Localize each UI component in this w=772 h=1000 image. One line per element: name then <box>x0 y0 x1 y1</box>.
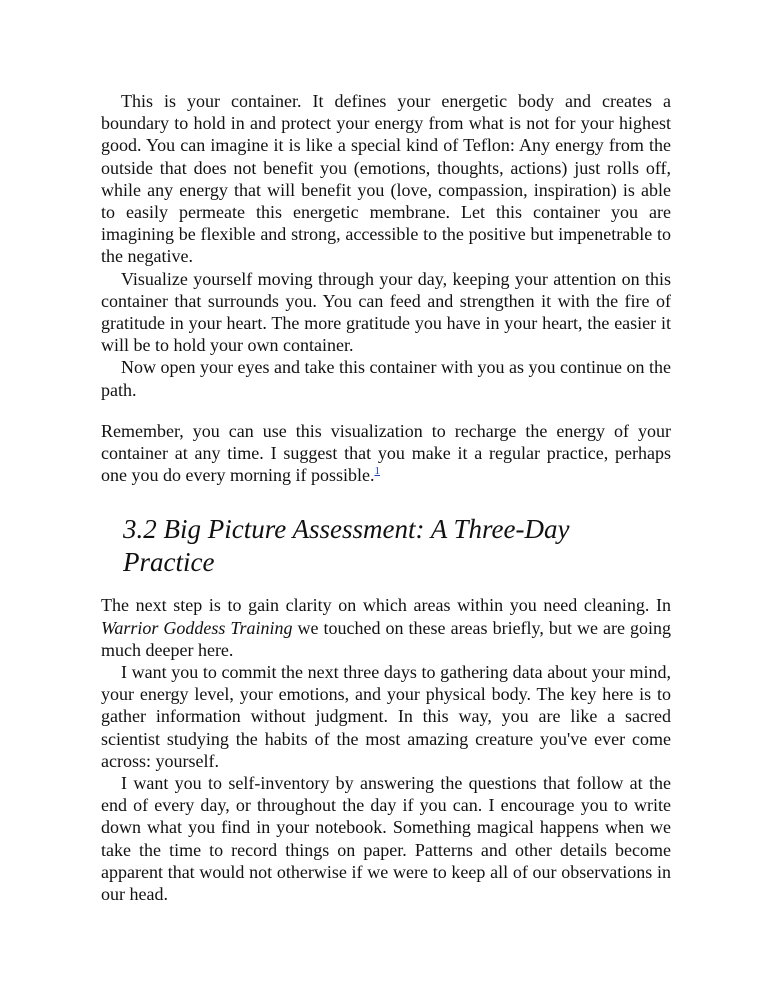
book-title: Warrior Goddess Training <box>101 617 293 638</box>
section-heading: 3.2 Big Picture Assessment: A Three-Day Practice <box>123 514 570 578</box>
paragraph-open-eyes: Now open your eyes and take this container with you as you continue on the path. <box>101 357 671 400</box>
paragraph-container-description: This is your container. It defines your energetic body and creates a boundary to hold in and protect your energy from what is not for your highest good. You can imagine it is like a special kind of Teflon: Any energy from the outside that does not benefit you (emotions, thoughts, actions) just rolls off, while any energy that will benefit you (love, compassion, inspiration) is able to easily permeate this energetic membrane. Let this container you are imagining be flexible and strong, accessible to the positive but impenetrable to the negative. <box>101 91 671 267</box>
paragraph-remember-text: Remember, you can use this visualization to recharge the energy of your container at any time. I suggest that you make it a regular practice, perhaps one you do every morning if possible. <box>101 420 671 486</box>
paragraph-next-step-after: we touched on these areas briefly, but we are going much deeper here. <box>101 617 671 660</box>
paragraph-self-inventory: I want you to self-inventory by answering the questions that follow at the end of every day, or throughout the day if you can. I encourage you to write down what you find in your notebook. Something magical happens when we take the time to record things on paper. Patterns and other details become apparent that would not otherwise if we were to keep all of our observations in our head. <box>101 773 671 905</box>
paragraph-remember <box>101 420 671 487</box>
paragraph-commit-three-days: I want you to commit the next three days to gathering data about your mind, your energy level, your emotions, and your physical body. The key here is to gather information without judgment. In this way, you are like a sacred scientist studying the habits of the most amazing creature you've ever come across: yourself. <box>101 662 671 771</box>
paragraph-next-step <box>101 594 671 661</box>
footnote-link[interactable]: 1 <box>374 465 380 478</box>
page-body <box>101 90 671 905</box>
paragraph-next-step-before: The next step is to gain clarity on which areas within you need cleaning. In <box>101 595 671 616</box>
paragraph-visualize-day: Visualize yourself moving through your day, keeping your attention on this container that surrounds you. You can feed and strengthen it with the fire of gratitude in your heart. The more gratitude you have in your heart, the easier it will be to hold your own container. <box>101 268 671 356</box>
